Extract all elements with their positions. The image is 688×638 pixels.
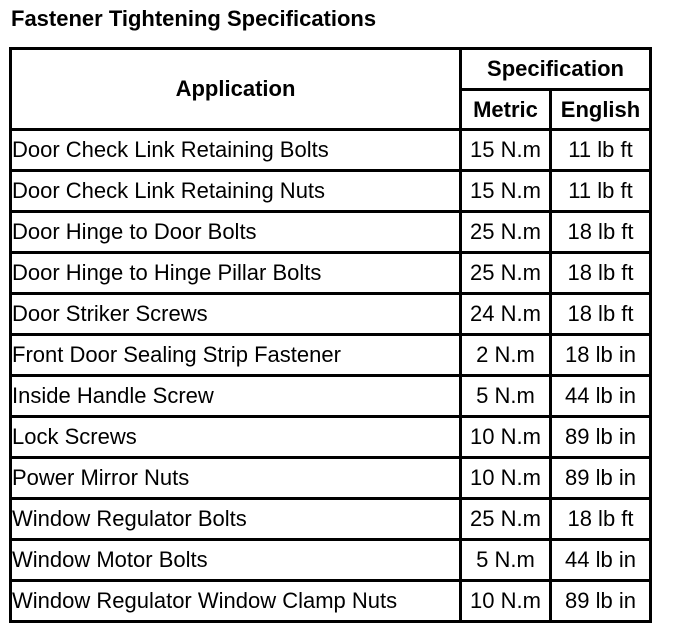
cell-application: Front Door Sealing Strip Fastener xyxy=(11,335,461,376)
cell-application: Door Check Link Retaining Nuts xyxy=(11,171,461,212)
cell-application: Power Mirror Nuts xyxy=(11,458,461,499)
cell-english: 44 lb in xyxy=(551,376,651,417)
cell-english: 18 lb in xyxy=(551,335,651,376)
fastener-spec-table xyxy=(9,47,652,623)
table-row xyxy=(11,171,651,212)
cell-metric: 5 N.m xyxy=(461,376,551,417)
cell-metric: 25 N.m xyxy=(461,212,551,253)
cell-metric: 5 N.m xyxy=(461,540,551,581)
cell-metric: 2 N.m xyxy=(461,335,551,376)
table-row xyxy=(11,294,651,335)
cell-english: 18 lb ft xyxy=(551,294,651,335)
cell-application: Door Hinge to Door Bolts xyxy=(11,212,461,253)
table-row xyxy=(11,540,651,581)
header-metric: Metric xyxy=(461,90,551,130)
table-row xyxy=(11,581,651,622)
cell-application: Window Regulator Window Clamp Nuts xyxy=(11,581,461,622)
table-row xyxy=(11,130,651,171)
cell-english: 18 lb ft xyxy=(551,212,651,253)
cell-english: 11 lb ft xyxy=(551,130,651,171)
cell-metric: 15 N.m xyxy=(461,130,551,171)
cell-metric: 24 N.m xyxy=(461,294,551,335)
cell-metric: 25 N.m xyxy=(461,253,551,294)
cell-metric: 25 N.m xyxy=(461,499,551,540)
table-row xyxy=(11,417,651,458)
cell-english: 18 lb ft xyxy=(551,499,651,540)
cell-application: Window Motor Bolts xyxy=(11,540,461,581)
cell-application: Door Check Link Retaining Bolts xyxy=(11,130,461,171)
header-application: Application xyxy=(11,49,461,130)
table-row xyxy=(11,499,651,540)
cell-metric: 15 N.m xyxy=(461,171,551,212)
cell-application: Inside Handle Screw xyxy=(11,376,461,417)
cell-application: Door Hinge to Hinge Pillar Bolts xyxy=(11,253,461,294)
table-row xyxy=(11,376,651,417)
table-row xyxy=(11,335,651,376)
cell-application: Window Regulator Bolts xyxy=(11,499,461,540)
table-row xyxy=(11,212,651,253)
table-row xyxy=(11,458,651,499)
cell-english: 11 lb ft xyxy=(551,171,651,212)
cell-metric: 10 N.m xyxy=(461,417,551,458)
cell-application: Lock Screws xyxy=(11,417,461,458)
header-specification: Specification xyxy=(461,49,651,90)
cell-metric: 10 N.m xyxy=(461,458,551,499)
table-row xyxy=(11,253,651,294)
cell-application: Door Striker Screws xyxy=(11,294,461,335)
cell-english: 44 lb in xyxy=(551,540,651,581)
document-title: Fastener Tightening Specifications xyxy=(11,6,377,31)
cell-english: 89 lb in xyxy=(551,581,651,622)
cell-english: 18 lb ft xyxy=(551,253,651,294)
header-english: English xyxy=(551,90,651,130)
cell-english: 89 lb in xyxy=(551,417,651,458)
cell-english: 89 lb in xyxy=(551,458,651,499)
cell-metric: 10 N.m xyxy=(461,581,551,622)
